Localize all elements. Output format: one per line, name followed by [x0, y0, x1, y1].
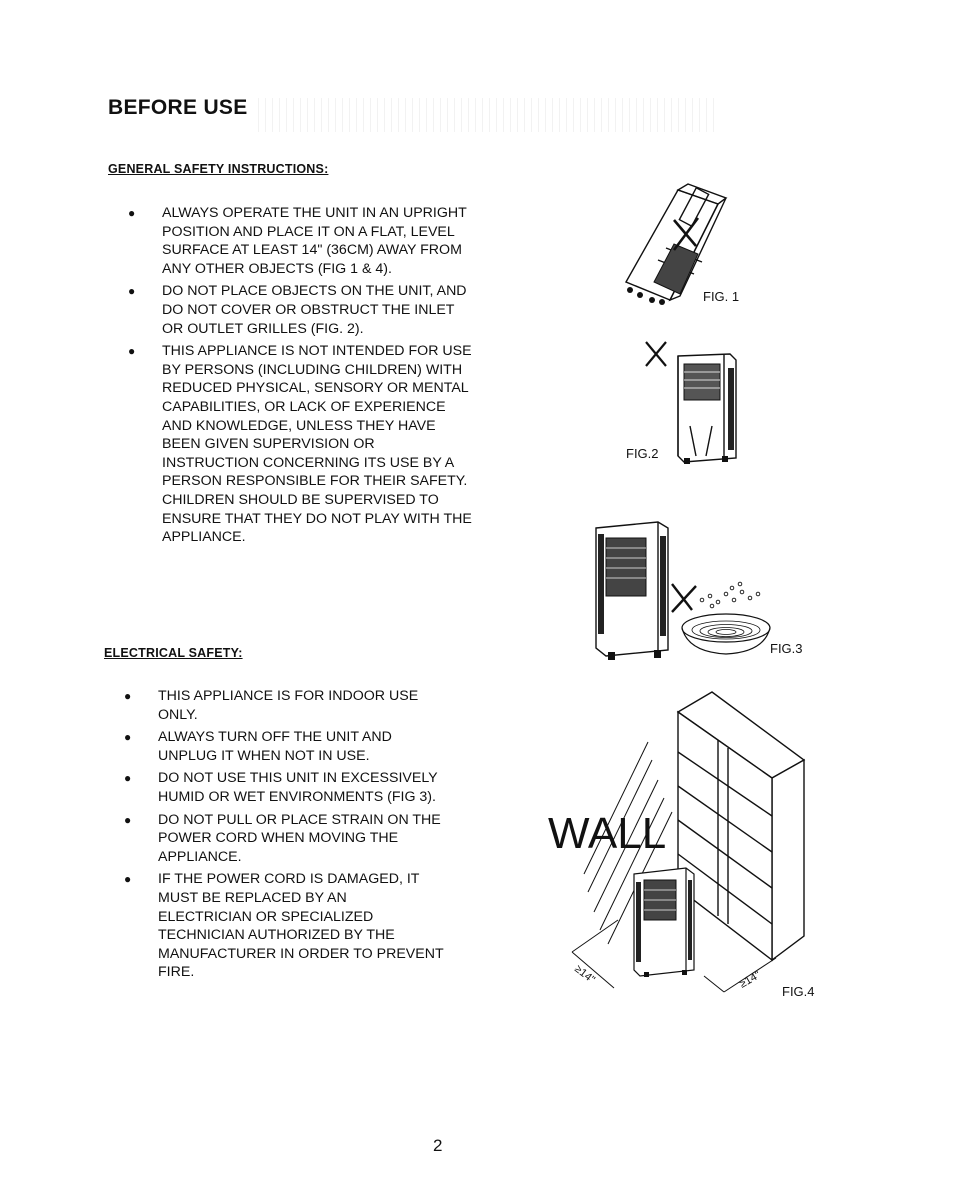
- list-item: ● DO NOT USE THIS UNIT IN EXCESSIVELY HUMID OR WET ENVIRONMENTS (FIG 3).: [124, 769, 444, 806]
- wall-label: WALL: [548, 809, 667, 858]
- page-number: 2: [433, 1136, 443, 1155]
- list-item: ● THIS APPLIANCE IS FOR INDOOR USE ONLY.: [124, 687, 444, 724]
- list-item: ● IF THE POWER CORD IS DAMAGED, IT MUST BE REPLACED BY AN ELECTRICIAN OR SPECIALIZED TECHNICIAN AUTHORIZED BY THE MANUFACTURER IN ORDER TO PREVENT FIRE.: [124, 870, 444, 982]
- list-item: ● ALWAYS OPERATE THE UNIT IN AN UPRIGHT POSITION AND PLACE IT ON A FLAT, LEVEL SURFACE AT LEAST 14" (36CM) AWAY FROM ANY OTHER OBJECTS (FIG 1 & 4).: [128, 204, 468, 278]
- page-title: BEFORE USE: [108, 96, 248, 119]
- electrical-safety-heading: ELECTRICAL SAFETY:: [104, 646, 243, 660]
- scan-noise: [258, 98, 718, 132]
- general-safety-heading: GENERAL SAFETY INSTRUCTIONS:: [108, 162, 329, 176]
- fig3-label: FIG.3: [770, 641, 803, 656]
- list-item: ● THIS APPLIANCE IS NOT INTENDED FOR USE BY PERSONS (INCLUDING CHILDREN) WITH REDUCED PHYSICAL, SENSORY OR MENTAL CAPABILITIES, OR LACK OF EXPERIENCE AND KNOWLEDGE, UNLESS THEY HAVE BEEN GIVEN SUPERVISION OR INSTRUCTION CONCERNING ITS USE BY A PERSON RESPONSIBLE FOR THEIR SAFETY. CHILDREN SHOULD BE SUPERVISED TO ENSURE THAT THEY DO NOT PLAY WITH THE APPLIANCE.: [128, 342, 472, 547]
- clearance-left-label: ≥14": [572, 962, 598, 987]
- clearance-right-label: ≥14": [737, 969, 763, 991]
- fig4-label: FIG.4: [782, 984, 815, 999]
- electrical-safety-list: [124, 687, 444, 986]
- fig3-illustration: [592, 512, 782, 664]
- list-item: ● DO NOT PULL OR PLACE STRAIN ON THE POWER CORD WHEN MOVING THE APPLIANCE.: [124, 811, 444, 867]
- list-item: ● DO NOT PLACE OBJECTS ON THE UNIT, AND DO NOT COVER OR OBSTRUCT THE INLET OR OUTLET GRILLES (FIG. 2).: [128, 282, 468, 338]
- fig1-label: FIG. 1: [703, 289, 740, 304]
- fig2-label: FIG.2: [626, 446, 659, 461]
- fig4-illustration: [548, 688, 810, 994]
- general-safety-list: [128, 204, 472, 551]
- list-item: ● ALWAYS TURN OFF THE UNIT AND UNPLUG IT WHEN NOT IN USE.: [124, 728, 444, 765]
